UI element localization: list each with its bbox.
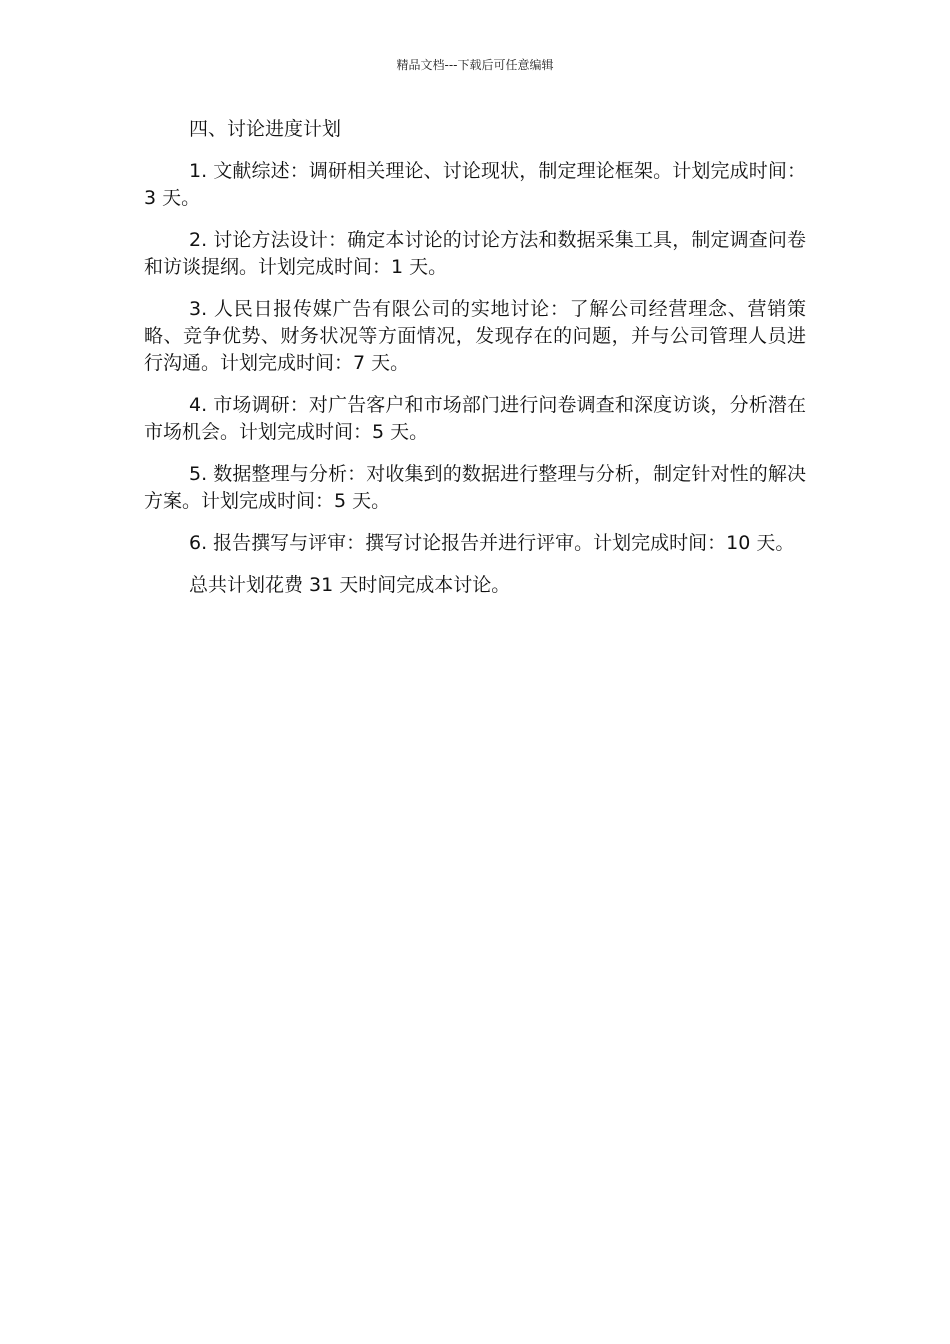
plan-item-5: 5. 数据整理与分析：对收集到的数据进行整理与分析，制定针对性的解决方案。计划完成时间：5 天。 bbox=[144, 463, 806, 512]
plan-item-1: 1. 文献综述：调研相关理论、讨论现状，制定理论框架。计划完成时间：3 天。 bbox=[144, 160, 806, 209]
page-header: 精品文档---下载后可任意编辑 bbox=[396, 58, 554, 72]
plan-item-2: 2. 讨论方法设计：确定本讨论的讨论方法和数据采集工具，制定调查问卷和访谈提纲。计划完成时间：1 天。 bbox=[144, 229, 806, 278]
plan-item-4: 4. 市场调研：对广告客户和市场部门进行问卷调查和深度访谈，分析潜在市场机会。计划完成时间：5 天。 bbox=[144, 394, 806, 443]
document-body bbox=[144, 116, 806, 614]
plan-item-3: 3. 人民日报传媒广告有限公司的实地讨论：了解公司经营理念、营销策略、竞争优势、财务状况等方面情况，发现存在的问题，并与公司管理人员进行沟通。计划完成时间：7 天。 bbox=[144, 298, 806, 374]
section-title: 四、讨论进度计划 bbox=[189, 118, 342, 140]
plan-summary: 总共计划花费 31 天时间完成本讨论。 bbox=[189, 574, 511, 596]
plan-item-6: 6. 报告撰写与评审：撰写讨论报告并进行评审。计划完成时间：10 天。 bbox=[189, 532, 795, 554]
